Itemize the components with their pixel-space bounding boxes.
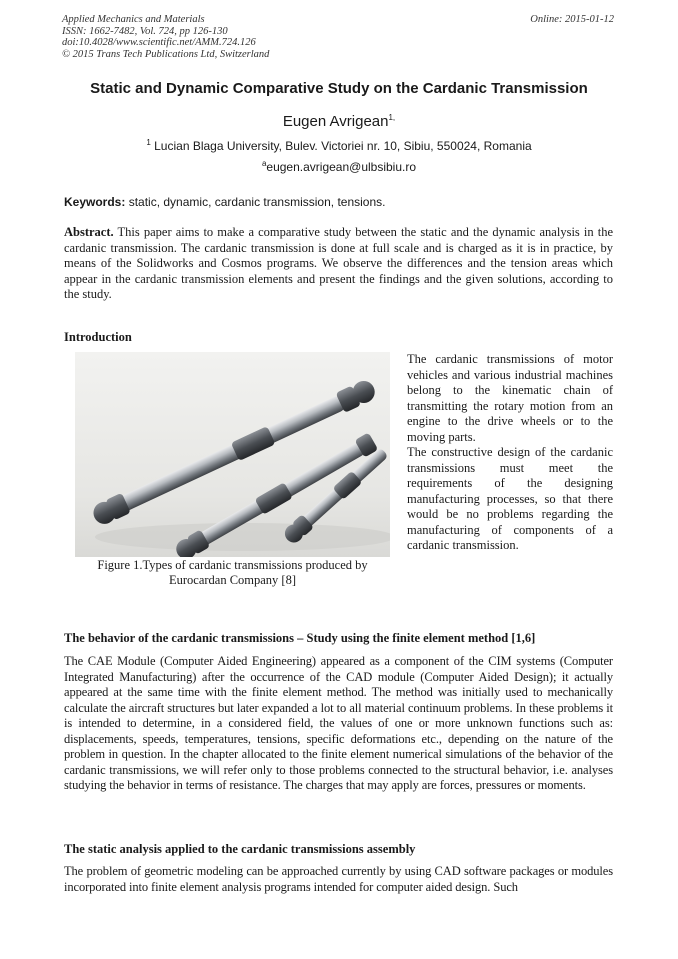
- doi-line: doi:10.4028/www.scientific.net/AMM.724.126: [62, 37, 256, 48]
- keywords-text: static, dynamic, cardanic transmission, tensions.: [128, 195, 386, 209]
- copyright-line: © 2015 Trans Tech Publications Ltd, Switzerland: [62, 48, 270, 60]
- cardan-shafts-illustration: [75, 352, 390, 557]
- section-behavior-text: The CAE Module (Computer Aided Engineering) appeared as a component of the CIM systems (Computer Integrated Manufacturing) after the occurrence of the CAD module (Computer Aided Design); it actually appeared at the same time with the finite element method. The method was initially used to mechanically calculate the aircraft structures but later expanded a lot to all material continuum problems. In these problems it is intended to determine, in a considered field, the values of one or more unknown functions such as: displacements, speeds, temperatures, tensions, specific deformations etc., depending on the nature of the problem in question. In the chapter allocated to the finite element numerical simulations of the behavior of the cardanic transmissions, we will refer only to those problems connected to the structural behavior, i.e. analyses studying the behavior in terms of resistance. The charges that may apply are forces, pressures or moments.: [64, 654, 613, 792]
- author-sup: 1,: [388, 113, 396, 122]
- affiliation-text: Lucian Blaga University, Bulev. Victoriei nr. 10, Sibiu, 550024, Romania: [154, 139, 532, 153]
- affiliation-line: [0, 138, 678, 153]
- email-sup: a: [261, 159, 267, 168]
- affiliation-sup: 1: [146, 138, 151, 147]
- abstract-label: Abstract.: [64, 225, 114, 239]
- online-date: Online: 2015-01-12: [530, 14, 614, 25]
- figure-1-image: [75, 352, 390, 557]
- introduction-text: [407, 352, 613, 554]
- paper-title: Static and Dynamic Comparative Study on the Cardanic Transmission: [90, 80, 588, 97]
- author-line: [0, 113, 678, 130]
- introduction-paragraph-1: The cardanic transmissions of motor vehicles and various industrial machines belong to the kinematic chain of transmitting the rotary motion from an engine to the drive wheels or to the moving parts.: [407, 352, 613, 444]
- email-line: [0, 159, 678, 174]
- introduction-paragraph-2: The constructive design of the cardanic transmissions must meet the requirements of the designing manufacturing processes, so that there would be no problems regarding the manufacturing of components of a cardanic transmission.: [407, 445, 613, 552]
- section-static-text: The problem of geometric modeling can be approached currently by using CAD software packages or modules incorporated into finite element analysis programs intended for computer aided design. Such: [64, 864, 613, 894]
- journal-header: [62, 14, 269, 60]
- abstract: [64, 225, 613, 303]
- section-static-heading: The static analysis applied to the cardanic transmissions assembly: [64, 842, 416, 856]
- figure-1-caption: Figure 1.Types of cardanic transmissions produced by Eurocardan Company [8]: [97, 558, 368, 587]
- email-address[interactable]: eugen.avrigean@ulbsibiu.ro: [266, 160, 417, 174]
- keywords-label: Keywords:: [64, 195, 126, 209]
- issn-line: ISSN: 1662-7482, Vol. 724, pp 126-130: [62, 25, 228, 37]
- section-behavior-heading: The behavior of the cardanic transmissions – Study using the finite element method [1,6]: [64, 631, 536, 645]
- author-name: Eugen Avrigean: [282, 113, 389, 130]
- introduction-heading: Introduction: [64, 330, 132, 344]
- keywords: [64, 195, 385, 209]
- journal-name: Applied Mechanics and Materials: [62, 14, 205, 25]
- abstract-text: This paper aims to make a comparative study between the static and the dynamic analysis in the cardanic transmission. The cardanic transmission is done at full scale and is charged as it is in practice, by means of the Solidworks and Cosmos programs. We observe the differences and the tension areas which appear in the cardanic transmission elements and present the findings and the given solutions, according to the study.: [64, 225, 613, 301]
